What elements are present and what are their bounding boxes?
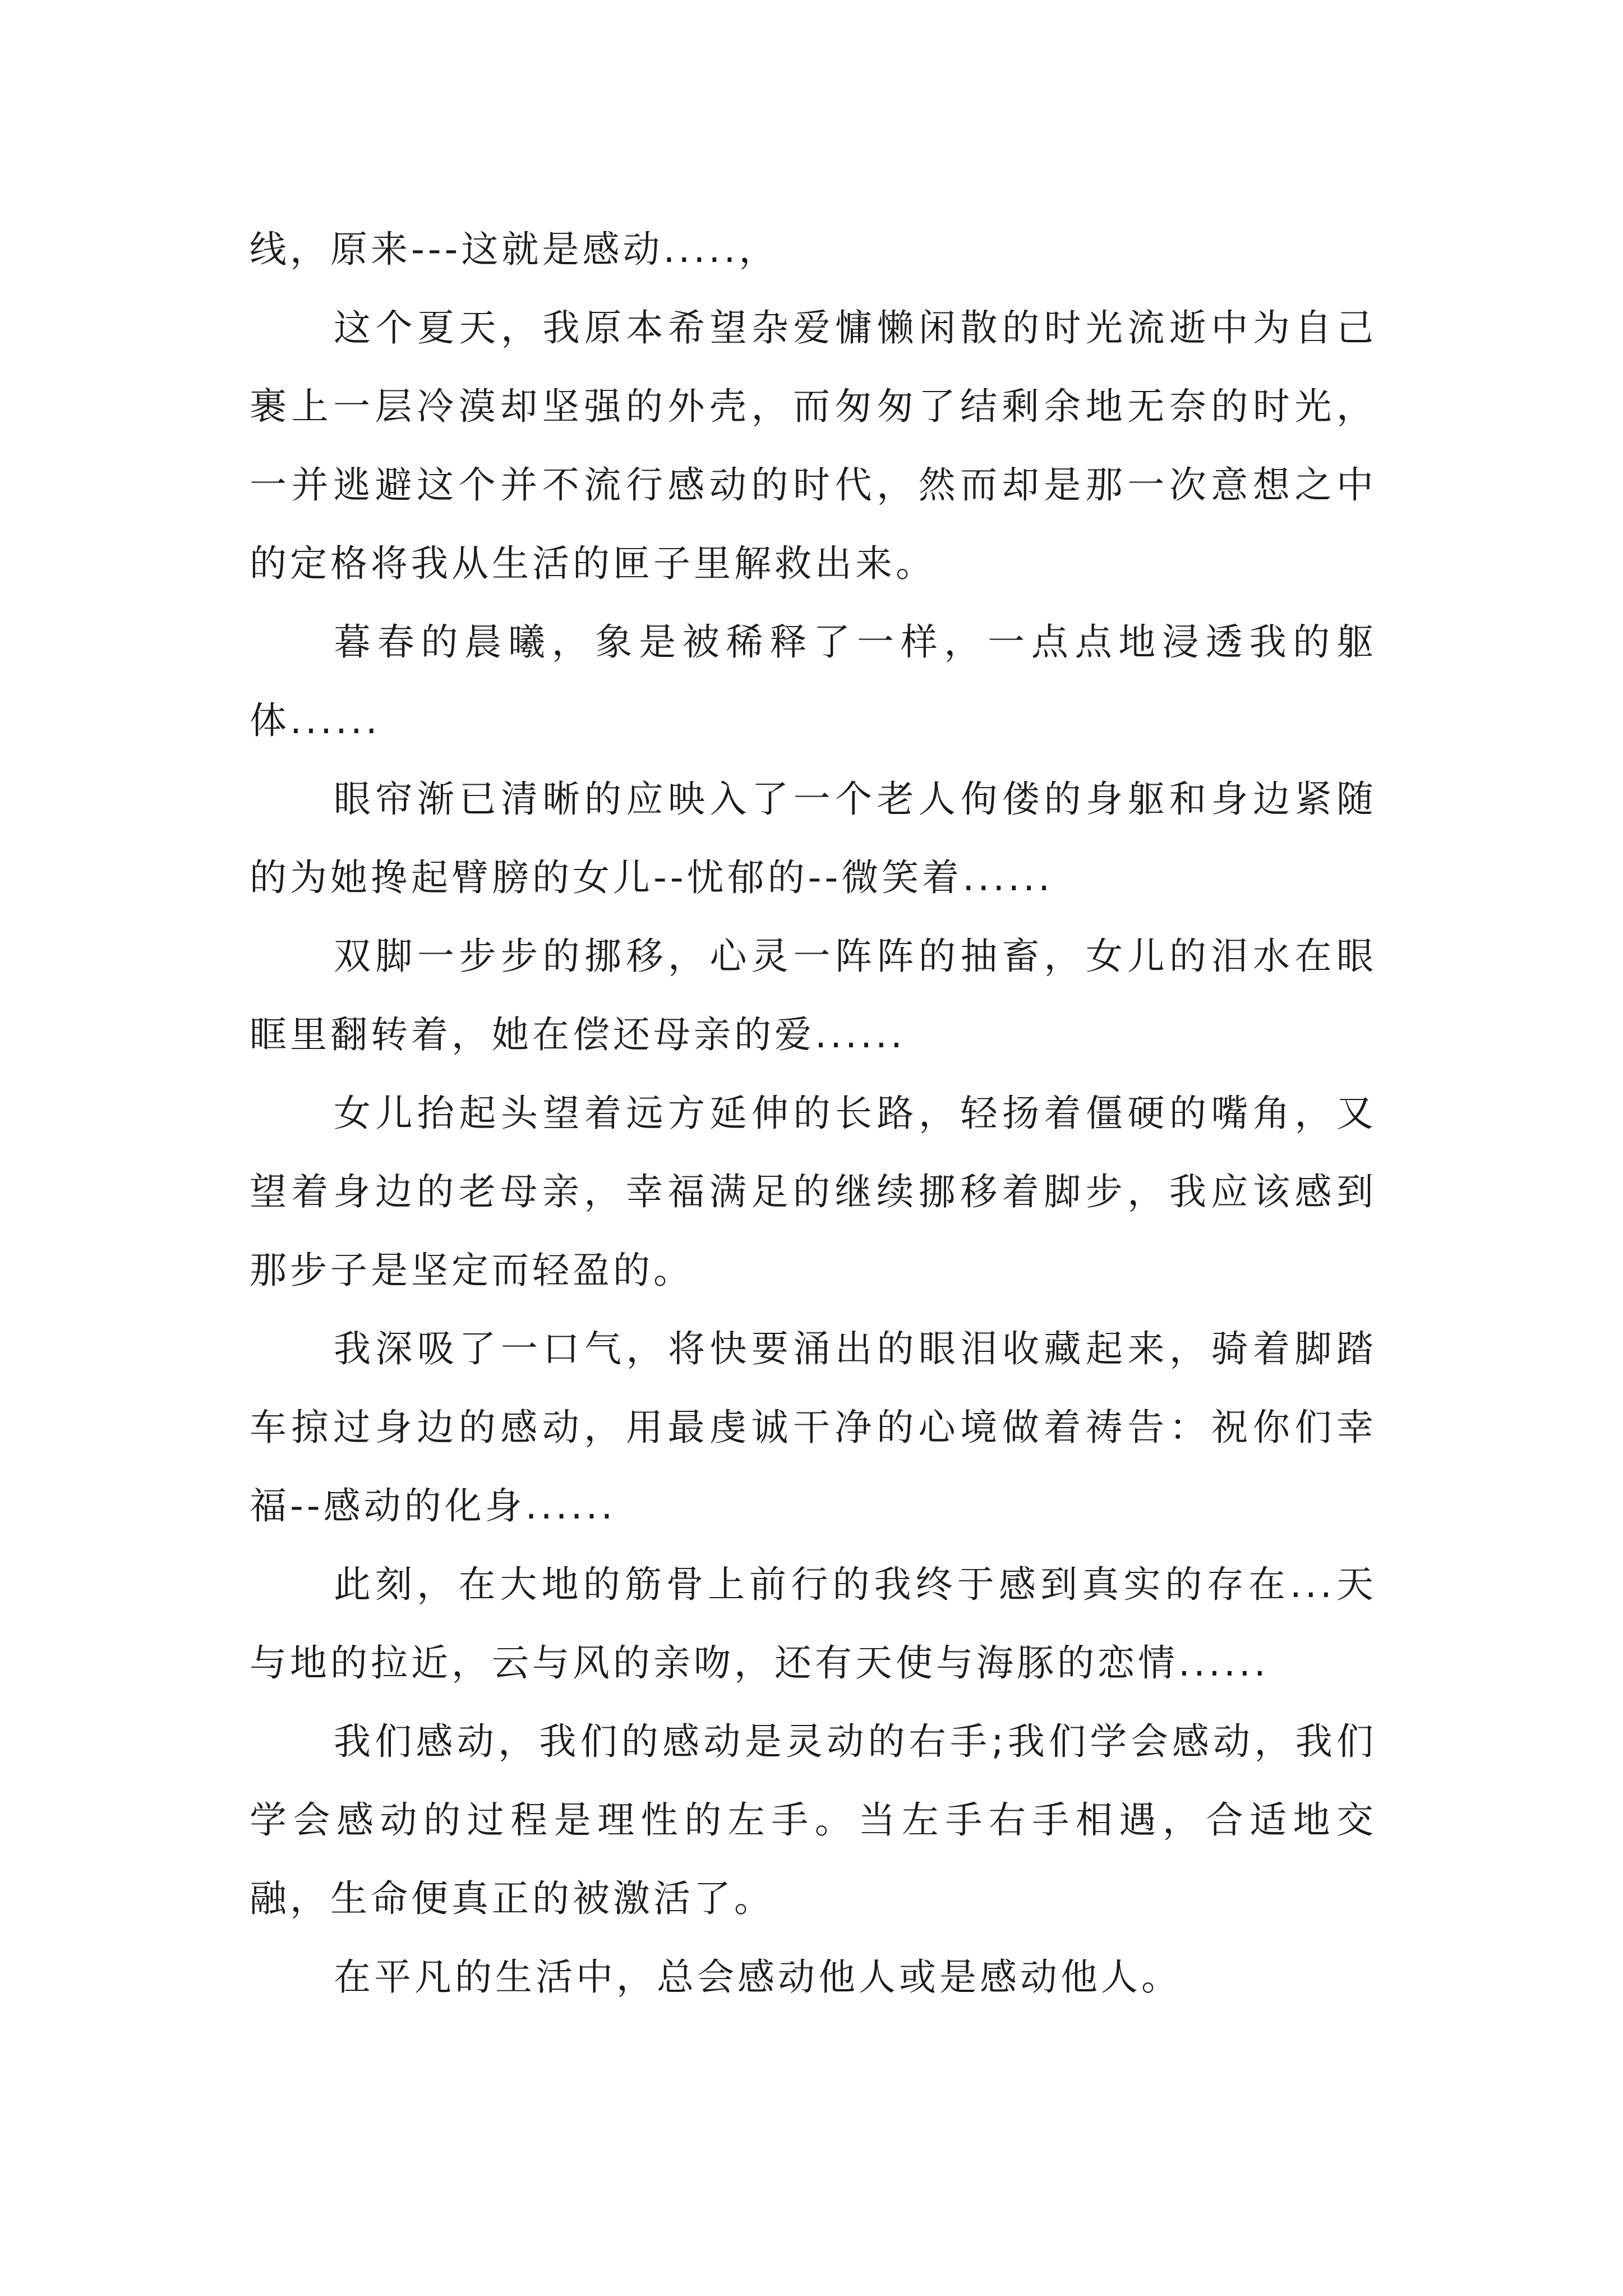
paragraph-8: 此刻，在大地的筋骨上前行的我终于感到真实的存在...天与地的拉近，云与风的亲吻，还有天使与海豚的恋情...... [250, 1563, 1377, 1685]
paragraph-2: 这个夏天，我原本希望杂爱慵懒闲散的时光流逝中为自己裹上一层冷漠却坚强的外壳，而匆匆了结剩余地无奈的时光，一并逃避这个并不流行感动的时代，然而却是那一次意想之中的定格将我从生活的匣子里解救出来。 [250, 306, 1377, 585]
paragraph-4: 眼帘渐已清晰的应映入了一个老人佝偻的身躯和身边紧随的为她搀起臂膀的女儿--忧郁的--微笑着...... [250, 777, 1377, 899]
paragraph-5: 双脚一步步的挪移，心灵一阵阵的抽畜，女儿的泪水在眼眶里翻转着，她在偿还母亲的爱...... [250, 935, 1377, 1056]
paragraph-1: 线，原来---这就是感动.....， [250, 228, 780, 271]
paragraph-6: 女儿抬起头望着远方延伸的长路，轻扬着僵硬的嘴角，又望着身边的老母亲，幸福满足的继续挪移着脚步，我应该感到那步子是坚定而轻盈的。 [250, 1092, 1377, 1292]
paragraph-7: 我深吸了一口气，将快要涌出的眼泪收藏起来，骑着脚踏车掠过身边的感动，用最虔诚干净的心境做着祷告：祝你们幸福--感动的化身...... [250, 1327, 1377, 1527]
paragraph-9: 我们感动，我们的感动是灵动的右手;我们学会感动，我们学会感动的过程是理性的左手。当左手右手相遇，合适地交融，生命便真正的被激活了。 [250, 1720, 1377, 1920]
paragraph-3: 暮春的晨曦，象是被稀释了一样，一点点地浸透我的躯体...... [250, 620, 1377, 742]
document-body [250, 210, 1377, 2017]
paragraph-10: 在平凡的生活中，总会感动他人或是感动他人。 [334, 1955, 1182, 1999]
